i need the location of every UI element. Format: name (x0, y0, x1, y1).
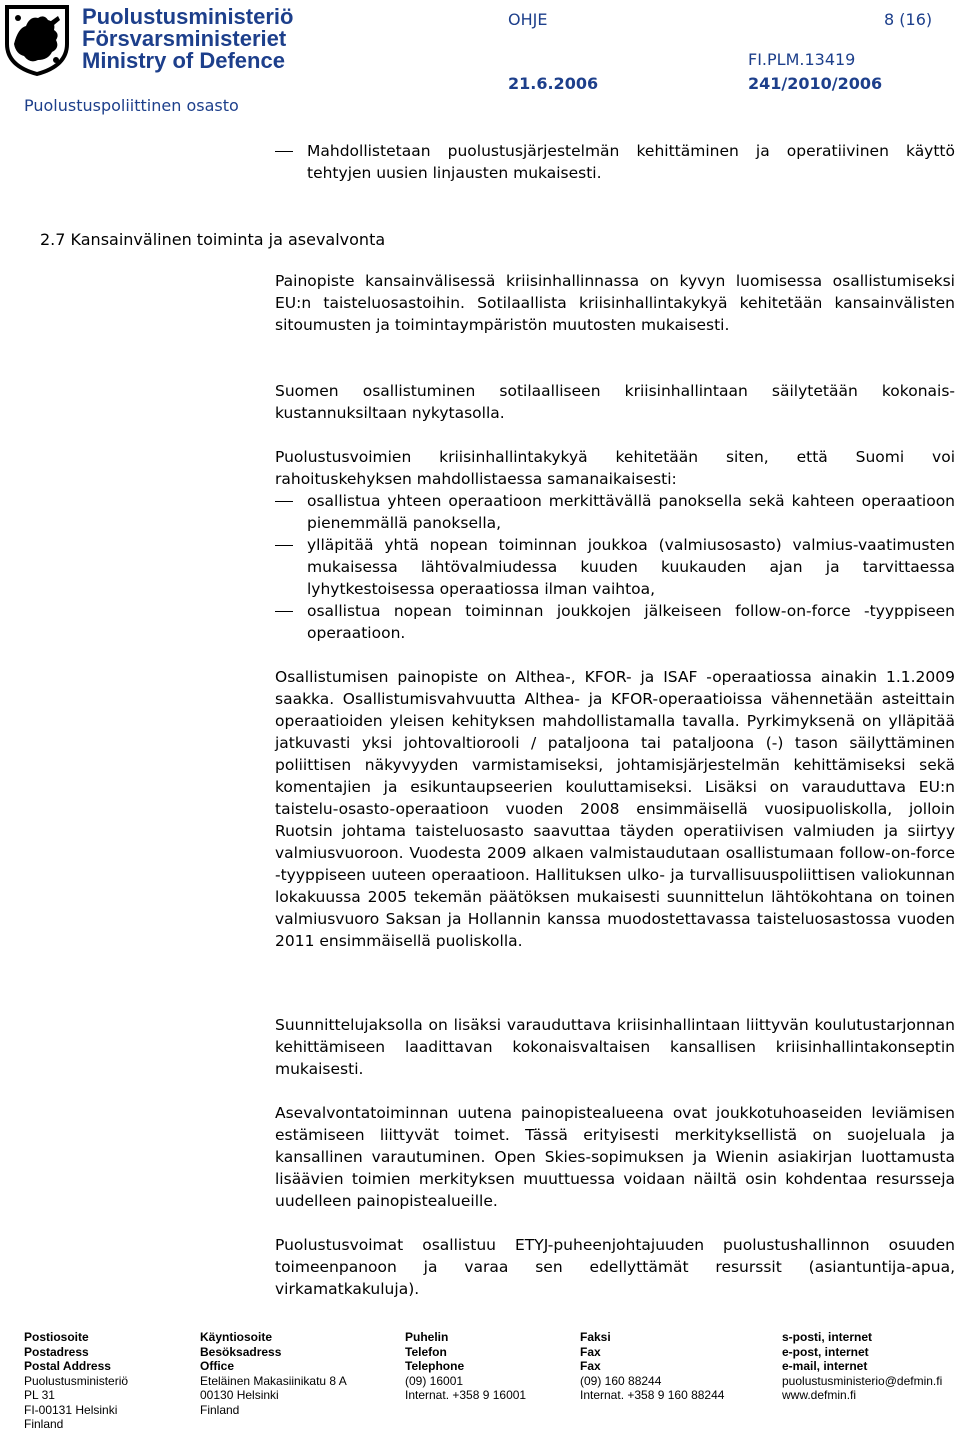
dash-marker (275, 611, 293, 612)
list-item (275, 534, 955, 600)
dash-marker (275, 545, 293, 546)
footer-value: Internat. +358 9 160 88244 (580, 1388, 725, 1402)
reference-2: 241/2010/2006 (748, 74, 883, 93)
footer-label: Office (200, 1359, 235, 1373)
footer-label: Fax (580, 1344, 601, 1359)
intro-dash-item (275, 140, 955, 184)
paragraph-2 (275, 380, 955, 424)
footer-postal-address (24, 1330, 128, 1432)
footer-label: Puhelin (405, 1330, 449, 1344)
paragraph-4-text: Osallistumisen painopiste on Althea-, KFOR- ja ISAF -operaatiossa ainakin 1.1.2009 saakka. Osallistumisvahvuutta Althea- ja KFOR-operaatioissa vähennetään asteittain operaatioiden yleisen kehityksen mahdollistamalla tavalla. Pyrkimyksenä on ylläpitää jatkuvasti yksi johtovaltiorooli / pataljoona tai pataljoona (-) tason säilyttäminen poliittisen näkyvyyden varmistamiseksi, johtamisjärjestelmän kehittämiseksi sekä komentajien ja esikuntaupseerien kouluttamiseksi. Lisäksi on varauduttava EU:n taistelu-osasto-operaatioon vuoden 2008 ensimmäisellä vuosipuoliskolla, jolloin Ruotsin johtama taisteluosasto saavuttaa täyden operatiivisen valmiuden ja siirtyy valmiusvuoroon. Vuodesta 2009 alkaen valmistaudutaan osallistumaan follow-on-force -tyyppiseen uuteen operaatioon. Hallituksen ulko- ja turvallisuuspoliittisen valiokunnan lokakuussa 2005 tekemän päätöksen mukaisesti suunnittelun lähtökohtana on toinen valmiusvuoro Saksan ja Hollannin kanssa muodostettavassa taisteluosastossa vuoden 2011 ensimmäisellä puoliskolla. (275, 668, 955, 950)
ministry-name-fi: Puolustusministeriö (82, 4, 294, 29)
paragraph-3 (275, 446, 955, 644)
paragraph-6 (275, 1102, 955, 1212)
footer-value: PL 31 (24, 1388, 55, 1402)
footer-telephone (405, 1330, 526, 1403)
section-heading: 2.7 Kansainvälinen toiminta ja asevalvonta (40, 230, 386, 249)
paragraph-1 (275, 270, 955, 336)
footer-website-link[interactable]: www.defmin.fi (782, 1388, 857, 1402)
department-name: Puolustuspoliittinen osasto (24, 96, 239, 115)
footer-label: Faksi (580, 1330, 611, 1344)
reference-1: FI.PLM.13419 (748, 50, 856, 69)
footer-label: Telephone (405, 1359, 465, 1373)
list-item-text: osallistua yhteen operaatioon merkittävällä panoksella sekä kahteen operaatioon pienemmällä panoksella, (307, 492, 955, 532)
footer-label: e-post, internet (782, 1344, 869, 1359)
ministry-name-en: Ministry of Defence (82, 48, 285, 73)
ministry-name-sv: Försvarsministeriet (82, 26, 287, 51)
list-item (275, 490, 955, 534)
paragraph-7 (275, 1234, 955, 1300)
footer-label: Telefon (405, 1344, 447, 1359)
footer-label: Käyntiosoite (200, 1330, 273, 1344)
footer-fax (580, 1330, 724, 1403)
footer-value: Finland (200, 1402, 240, 1417)
footer-value: 00130 Helsinki (200, 1388, 279, 1402)
dash-marker (275, 151, 293, 152)
footer-value: Eteläinen Makasiinikatu 8 A (200, 1373, 347, 1388)
dash-marker (275, 501, 293, 502)
paragraph-4 (275, 666, 955, 952)
list-item (275, 600, 955, 644)
paragraph-6-text: Asevalvontatoiminnan uutena painopistealueena ovat joukkotuhoaseiden leviämisen estämiseen liittyvät toimet. Tässä erityisesti merkityksellistä on suojeluala ja kansallinen varautuminen. Open Skies-sopimuksen ja Wienin asiakirjan luottamusta lisäävien toimien merkityksen muuttuessa voidaan näiltä osin kohdentaa resursseja uudelleen painopistealueille. (275, 1104, 955, 1210)
footer-value: (09) 16001 (405, 1373, 464, 1388)
footer-value: Internat. +358 9 16001 (405, 1388, 527, 1402)
footer-label: Besöksadress (200, 1344, 282, 1359)
footer-label: Postal Address (24, 1359, 111, 1373)
footer-value: (09) 160 88244 (580, 1373, 662, 1388)
intro-dash-text: Mahdollistetaan puolustusjärjestelmän kehittäminen ja operatiivinen käyttö tehtyjen uusien linjausten mukaisesti. (307, 142, 955, 182)
doc-type: OHJE (508, 10, 548, 29)
paragraph-2-text: Suomen osallistuminen sotilaalliseen kriisinhallintaan säilytetään kokonais-kustannuksiltaan nykytasolla. (275, 382, 955, 422)
footer-email-internet (782, 1330, 942, 1403)
paragraph-5-text: Suunnittelujaksolla on lisäksi varauduttava kriisinhallintaan liittyvän koulutustarjonnan kehittämiseen laadittavan kokonaisvaltaisen kansallisen kriisinhallintakonseptin mukaisesti. (275, 1016, 955, 1078)
paragraph-5 (275, 1014, 955, 1080)
footer-label: e-mail, internet (782, 1359, 868, 1373)
footer-label: Postiosoite (24, 1330, 89, 1344)
footer-label: Postadress (24, 1344, 89, 1359)
footer-label: Fax (580, 1359, 601, 1373)
footer-value: Puolustusministeriö (24, 1373, 129, 1388)
paragraph-7-text: Puolustusvoimat osallistuu ETYJ-puheenjohtajuuden puolustushallinnon osuuden toimeenpanoon ja varaa sen edellyttämät resurssit (asiantuntija-apua, virkamatkakuluja). (275, 1236, 955, 1298)
footer-email-link[interactable]: puolustusministerio@defmin.fi (782, 1373, 943, 1388)
list-item-text: ylläpitää yhtä nopean toiminnan joukkoa (valmiusosasto) valmius-vaatimusten mukaisessa lähtövalmiudessa kuuden kuukauden ajan ja tarvittaessa lyhytkestoisessa operaatiossa ilman vaihtoa, (307, 536, 955, 598)
document-date: 21.6.2006 (508, 74, 599, 93)
coat-of-arms-logo-icon (4, 4, 70, 76)
paragraph-1-text: Painopiste kansainvälisessä kriisinhallinnassa on kyvyn luomisessa osallistumiseksi EU:n taisteluosastoihin. Sotilaallista kriisinhallintakykyä kehitetään kansainvälisten sitoumusten ja toimintaympäristön muutosten mukaisesti. (275, 272, 955, 334)
footer-label: s-posti, internet (782, 1330, 873, 1344)
footer-value: Finland (24, 1417, 64, 1431)
paragraph-3-intro: Puolustusvoimien kriisinhallintakykyä kehitetään siten, että Suomi voi rahoituskehyksen mahdollistaessa samanaikaisesti: (275, 448, 955, 488)
list-item-text: osallistua nopean toiminnan joukkojen jälkeiseen follow-on-force -tyyppiseen operaatioon. (307, 602, 955, 642)
footer-office-address (200, 1330, 347, 1417)
page-number: 8 (16) (884, 10, 933, 29)
footer-value: FI-00131 Helsinki (24, 1402, 118, 1417)
